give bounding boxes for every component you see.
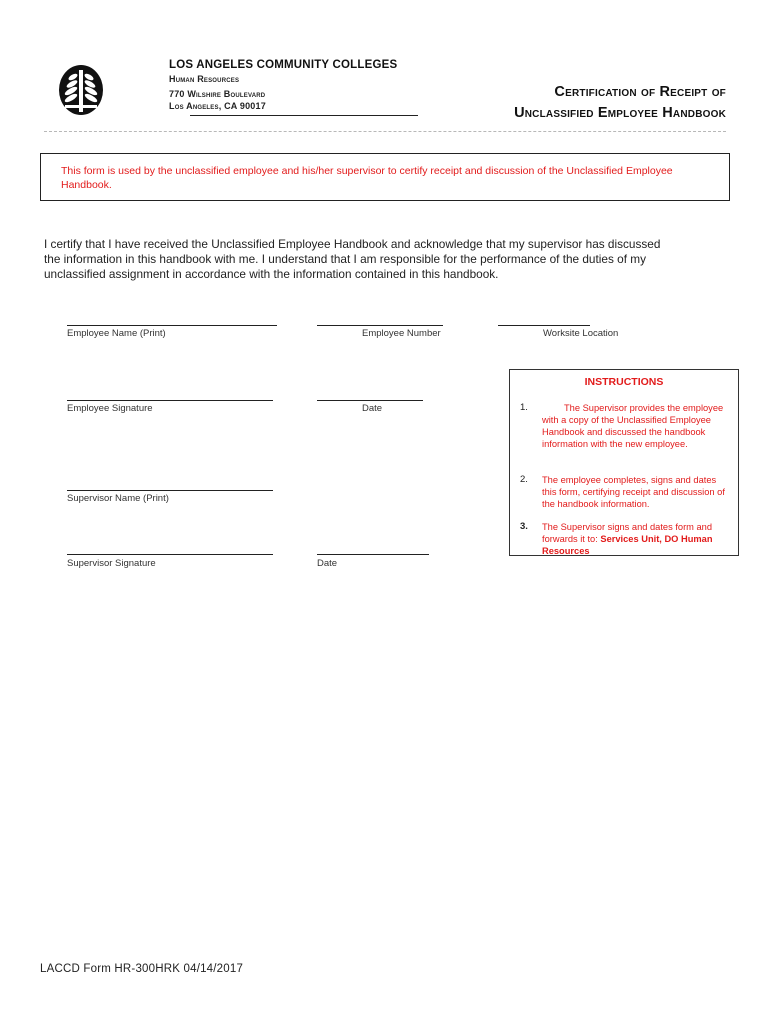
instruction-text: The Supervisor signs and dates form and forwards it to: Services Unit, DO Human Resources: [542, 522, 713, 556]
supervisor-name-field[interactable]: [67, 490, 273, 491]
supervisor-signature-field[interactable]: [67, 554, 273, 555]
instruction-number: 2.: [520, 474, 528, 485]
worksite-location-field[interactable]: [498, 325, 590, 326]
form-title-line2: Unclassified Employee Handbook: [514, 105, 726, 121]
employee-number-label: Employee Number: [362, 328, 441, 339]
supervisor-name-label: Supervisor Name (Print): [67, 493, 169, 504]
certification-statement: I certify that I have received the Unclassified Employee Handbook and acknowledge that my supervisor has discussed the information in this handbook with me. I understand that I am responsible for the performance of the duties of my unclassified assignment in accordance with the information contained in this handbook.: [44, 237, 661, 281]
city-address: Los Angeles, CA 90017: [169, 101, 266, 111]
form-number: LACCD Form HR-300HRK 04/14/2017: [40, 963, 244, 975]
laccd-logo: [56, 63, 106, 117]
notice-text: This form is used by the unclassified employee and his/her supervisor to certify receipt and discussion of the Unclassified Employee Handbook.: [61, 165, 673, 191]
laccd-seal-icon: [56, 63, 106, 117]
instruction-text: The employee completes, signs and dates this form, certifying receipt and discussion of the handbook information.: [542, 475, 725, 509]
employee-name-label: Employee Name (Print): [67, 328, 166, 339]
instructions-heading: INSTRUCTIONS: [584, 376, 664, 388]
instruction-number: 3.: [520, 521, 528, 532]
org-name: LOS ANGELES COMMUNITY COLLEGES: [169, 59, 398, 71]
employee-signature-label: Employee Signature: [67, 403, 153, 414]
header-divider: [44, 131, 726, 132]
employee-signature-field[interactable]: [67, 400, 273, 401]
address-underline: [190, 115, 418, 116]
employee-date-field[interactable]: [317, 400, 423, 401]
employee-number-field[interactable]: [317, 325, 443, 326]
instructions-box: [509, 369, 739, 556]
department: Human Resources: [169, 74, 240, 84]
employee-name-field[interactable]: [67, 325, 277, 326]
destination-unit: Services Unit, DO Human Resources: [542, 534, 713, 556]
worksite-location-label: Worksite Location: [543, 328, 619, 339]
street-address: 770 Wilshire Boulevard: [169, 89, 266, 99]
instruction-number: 1.: [520, 402, 528, 413]
supervisor-date-field[interactable]: [317, 554, 429, 555]
form-title-line1: Certification of Receipt of: [554, 84, 726, 100]
notice-box: [40, 153, 730, 201]
employee-date-label: Date: [362, 403, 383, 414]
instruction-text: The Supervisor provides the employee with a copy of the Unclassified Employee Handbook and discussed the handbook information with the new employee.: [542, 403, 724, 449]
supervisor-date-label: Date: [317, 558, 338, 569]
supervisor-signature-label: Supervisor Signature: [67, 558, 156, 569]
